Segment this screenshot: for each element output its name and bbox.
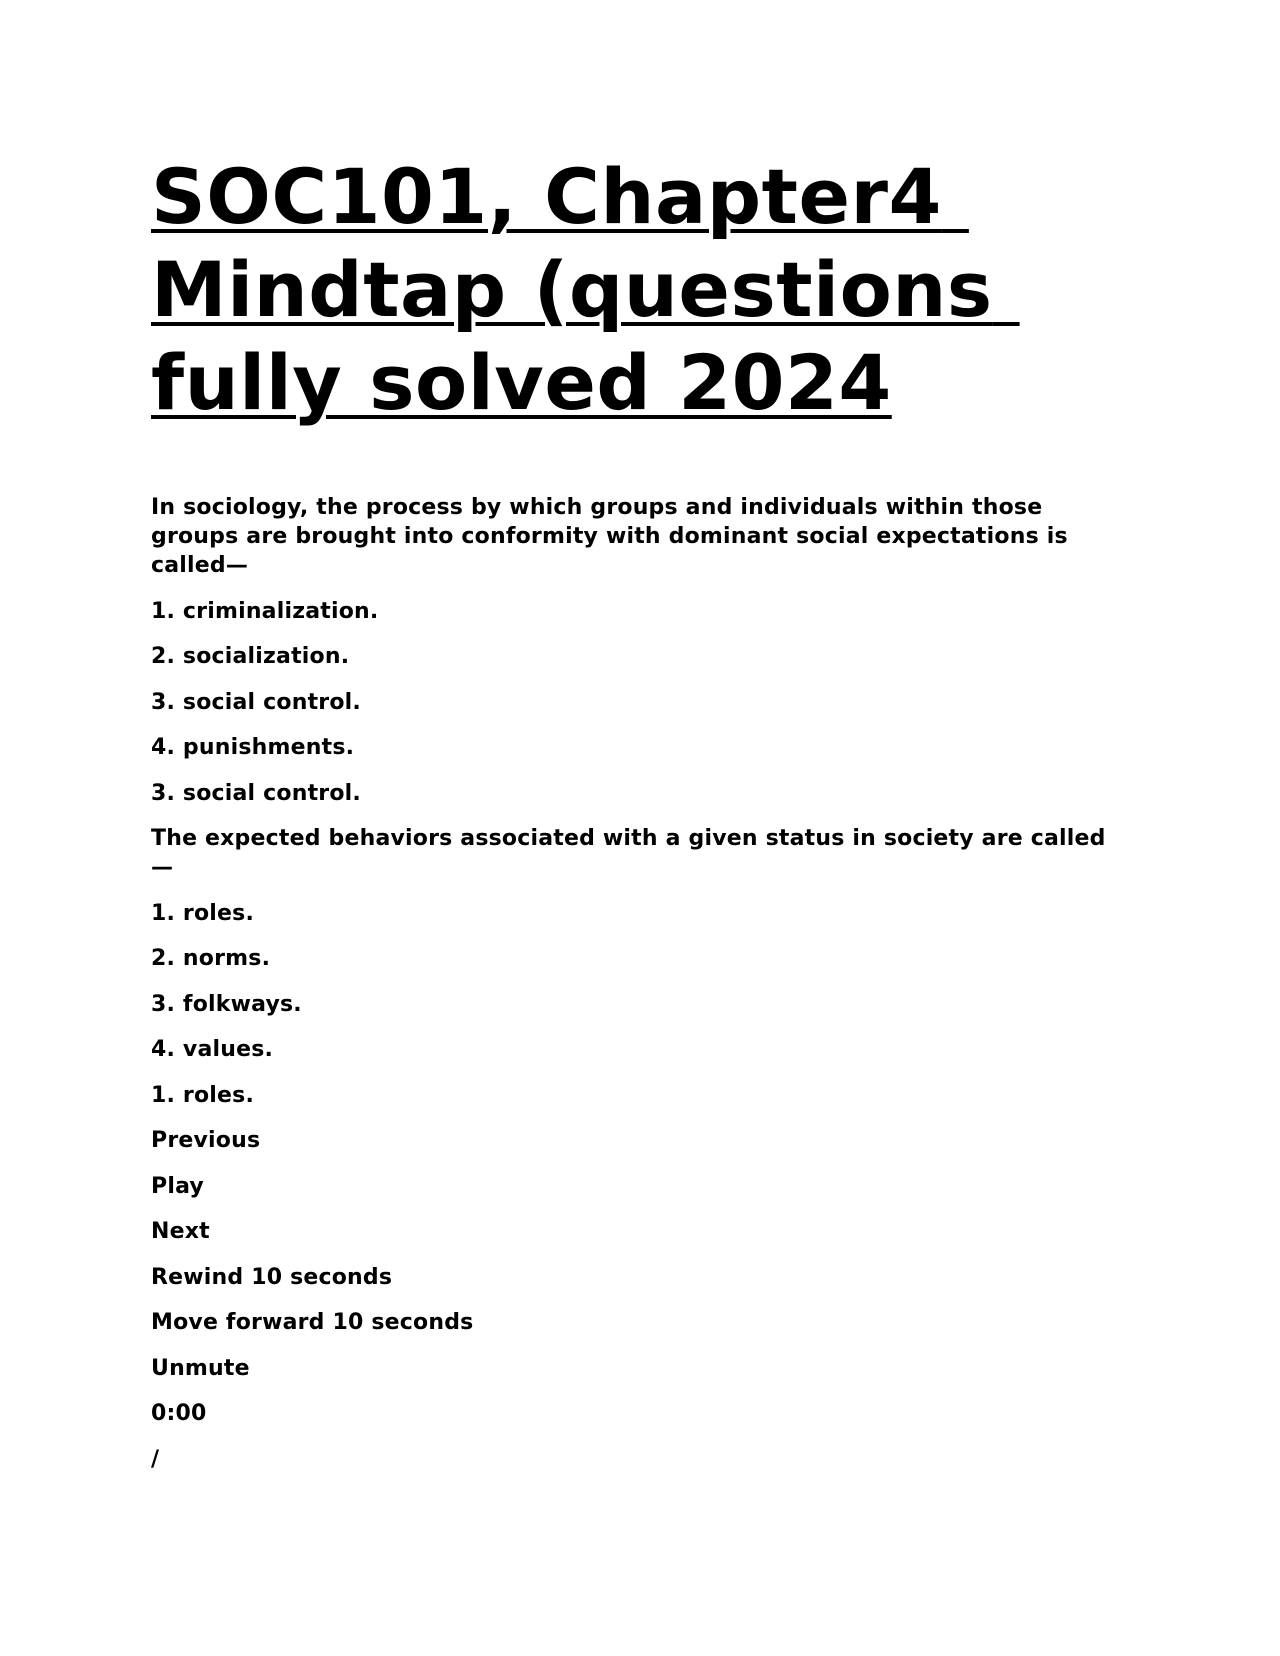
question-block bbox=[151, 493, 1111, 808]
option-item: 1. roles. bbox=[151, 900, 255, 926]
player-controls bbox=[151, 1126, 1111, 1474]
document-content bbox=[151, 493, 1111, 1490]
unmute-button[interactable]: Unmute bbox=[151, 1355, 250, 1381]
rewind-button[interactable]: Rewind 10 seconds bbox=[151, 1264, 393, 1290]
forward-button[interactable]: Move forward 10 seconds bbox=[151, 1310, 474, 1335]
option-item: 1. criminalization. bbox=[151, 598, 379, 624]
option-item: 4. values. bbox=[151, 1037, 274, 1062]
play-button[interactable]: Play bbox=[151, 1173, 204, 1199]
answer-text: 3. social control. bbox=[151, 780, 361, 806]
question-block bbox=[151, 824, 1111, 1110]
time-separator: / bbox=[151, 1446, 160, 1472]
next-button[interactable]: Next bbox=[151, 1219, 210, 1244]
option-item: 2. socialization. bbox=[151, 644, 350, 669]
document-title: SOC101, Chapter4 Mindtap (questions fully solved 2024 bbox=[151, 152, 1020, 427]
option-item: 3. social control. bbox=[151, 689, 361, 715]
question-text: The expected behaviors associated with a given status in society are called— bbox=[151, 826, 1106, 880]
option-item: 2. norms. bbox=[151, 946, 271, 971]
document-page bbox=[151, 150, 1131, 1472]
answer-text: 1. roles. bbox=[151, 1082, 255, 1108]
option-item: 3. folkways. bbox=[151, 991, 302, 1017]
option-item: 4. punishments. bbox=[151, 735, 355, 760]
current-time: 0:00 bbox=[151, 1401, 207, 1426]
question-text: In sociology, the process by which groups and individuals within those groups are brought into conformity with dominant social expectations is called— bbox=[151, 495, 1068, 578]
previous-button[interactable]: Previous bbox=[151, 1128, 261, 1153]
